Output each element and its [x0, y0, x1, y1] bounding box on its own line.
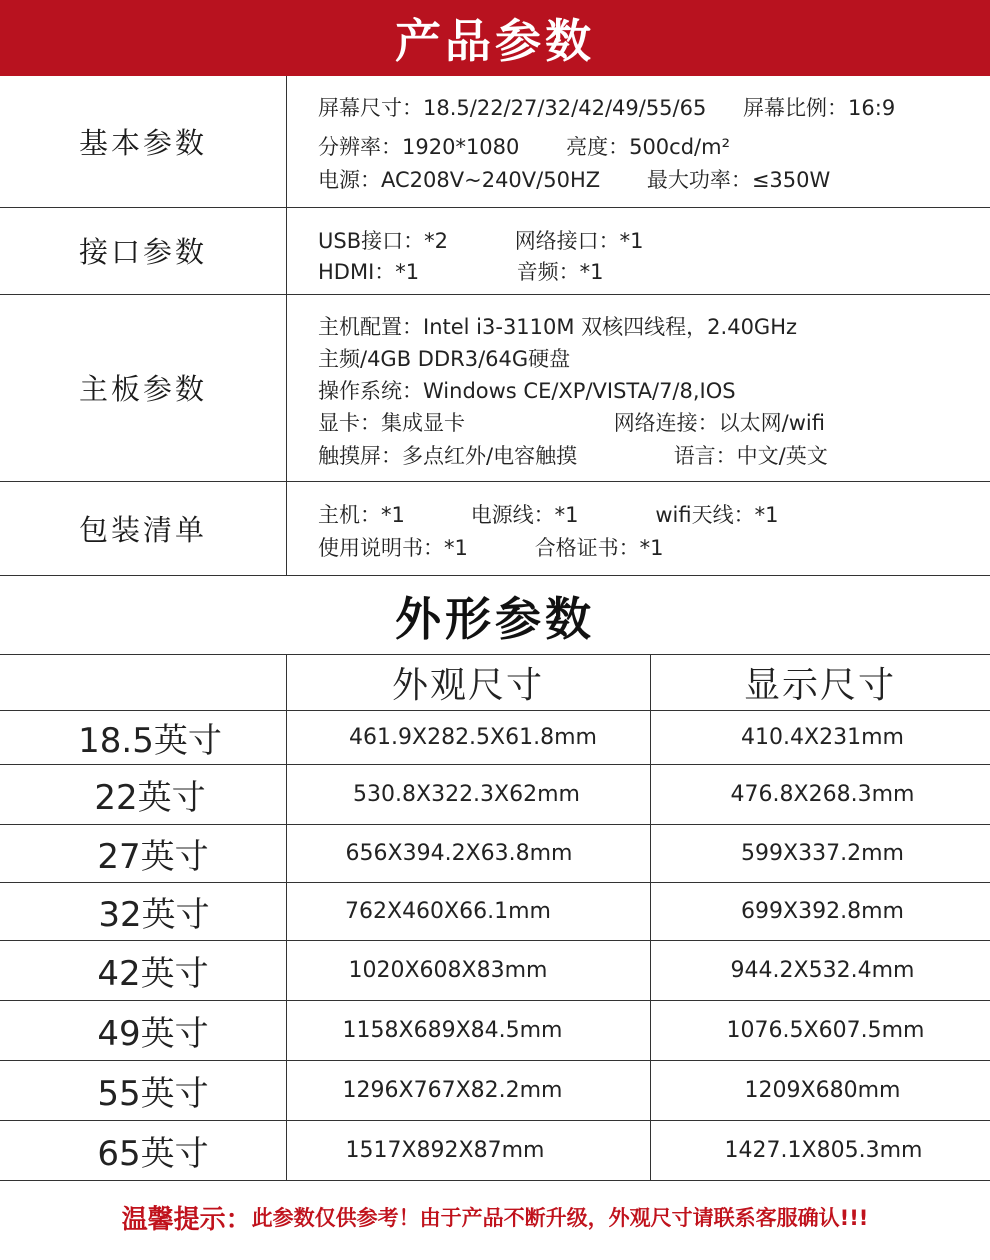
table-cell-size: 55英寸 — [97, 1073, 209, 1114]
table-cell-size: 42英寸 — [97, 953, 209, 994]
table-cell-size: 18.5英寸 — [78, 720, 222, 761]
table-header-cell — [0, 654, 286, 710]
table-cell-display: 410.4X231mm — [741, 724, 904, 750]
spec-screen-size: 屏幕尺寸：18.5/22/27/32/42/49/55/65 — [318, 96, 707, 120]
spec-max-power: 最大功率：≤350W — [646, 168, 831, 192]
spec-language: 语言：中文/英文 — [673, 444, 828, 468]
section-title — [0, 578, 990, 654]
table-header-display-size: 显示尺寸 — [743, 664, 896, 706]
table-cell-size: 32英寸 — [98, 894, 210, 935]
table-cell-display: 1427.1X805.3mm — [724, 1137, 923, 1163]
spec-brightness: 亮度：500cd/m² — [566, 135, 730, 159]
table-cell-display: 1076.5X607.5mm — [726, 1017, 925, 1043]
spec-network-port: 网络接口：*1 — [514, 229, 644, 253]
table-cell-display: 1209X680mm — [744, 1077, 901, 1103]
table-cell-outer: 530.8X322.3X62mm — [353, 781, 580, 807]
spec-label-board: 主板参数 — [78, 372, 207, 406]
table-cell-outer: 1296X767X82.2mm — [342, 1077, 563, 1103]
table-cell-display: 699X392.8mm — [741, 898, 904, 924]
divider — [0, 1180, 990, 1181]
table-cell-size: 49英寸 — [97, 1013, 209, 1054]
spec-resolution: 分辨率：1920*1080 — [318, 135, 520, 159]
spec-touch: 触摸屏：多点红外/电容触摸 — [318, 444, 578, 468]
table-cell-outer: 1020X608X83mm — [348, 957, 548, 983]
table-cell-outer: 762X460X66.1mm — [345, 898, 551, 924]
spec-aspect-ratio: 屏幕比例：16:9 — [743, 96, 896, 120]
table-cell-display: 944.2X532.4mm — [730, 957, 915, 983]
spec-cpu: 主机配置：Intel i3-3110M 双核四线程，2.40GHz — [318, 315, 798, 339]
spec-graphics: 显卡：集成显卡 — [318, 411, 465, 435]
spec-line — [318, 256, 604, 286]
spec-line — [318, 92, 895, 122]
table-cell-outer: 1517X892X87mm — [345, 1137, 545, 1163]
divider — [0, 575, 990, 576]
section-title-text: 外形参数 — [395, 592, 595, 646]
spec-os: 操作系统：Windows CE/XP/VISTA/7/8,IOS — [318, 379, 736, 403]
table-header-outer-size: 外观尺寸 — [391, 664, 544, 706]
spec-label-package: 包装清单 — [78, 512, 207, 547]
package-manual: 使用说明书：*1 — [318, 536, 468, 560]
notice-lead: 温馨提示： — [121, 1204, 252, 1235]
package-host: 主机：*1 — [318, 503, 405, 527]
spec-line — [318, 499, 778, 529]
package-power-cable: 电源线：*1 — [470, 503, 579, 527]
notice-body: 此参数仅供参考！由于产品不断升级，外观尺寸请联系客服确认!!! — [251, 1206, 869, 1230]
banner — [0, 0, 990, 76]
spec-line — [318, 440, 828, 470]
spec-hdmi: HDMI：*1 — [318, 260, 420, 284]
table-cell-size: 65英寸 — [97, 1133, 209, 1174]
table-cell-size: 22英寸 — [94, 777, 206, 818]
table-cell-size: 27英寸 — [97, 836, 209, 877]
package-wifi-antenna: wifi天线：*1 — [655, 503, 779, 527]
table-cell-display: 476.8X268.3mm — [730, 781, 915, 807]
spec-line — [318, 225, 644, 255]
spec-memory: 主频/4GB DDR3/64G硬盘 — [318, 347, 571, 371]
spec-usb: USB接口：*2 — [318, 229, 448, 253]
spec-power: 电源：AC208V~240V/50HZ — [318, 168, 601, 192]
table-cell-outer: 656X394.2X63.8mm — [345, 840, 573, 866]
package-certificate: 合格证书：*1 — [534, 536, 664, 560]
spec-line — [318, 131, 730, 161]
spec-network: 网络连接：以太网/wifi — [613, 411, 825, 435]
page-title: 产品参数 — [395, 14, 595, 68]
spec-line — [318, 407, 825, 437]
notice — [0, 1192, 990, 1242]
spec-audio: 音频：*1 — [516, 260, 604, 284]
table-cell-outer: 1158X689X84.5mm — [342, 1017, 563, 1043]
spec-label-ports: 接口参数 — [78, 235, 207, 269]
spec-line — [318, 164, 830, 194]
spec-label-basic: 基本参数 — [78, 126, 207, 160]
divider — [286, 76, 287, 576]
spec-line — [318, 532, 664, 562]
table-cell-outer: 461.9X282.5X61.8mm — [349, 724, 597, 750]
table-cell-display: 599X337.2mm — [741, 840, 904, 866]
